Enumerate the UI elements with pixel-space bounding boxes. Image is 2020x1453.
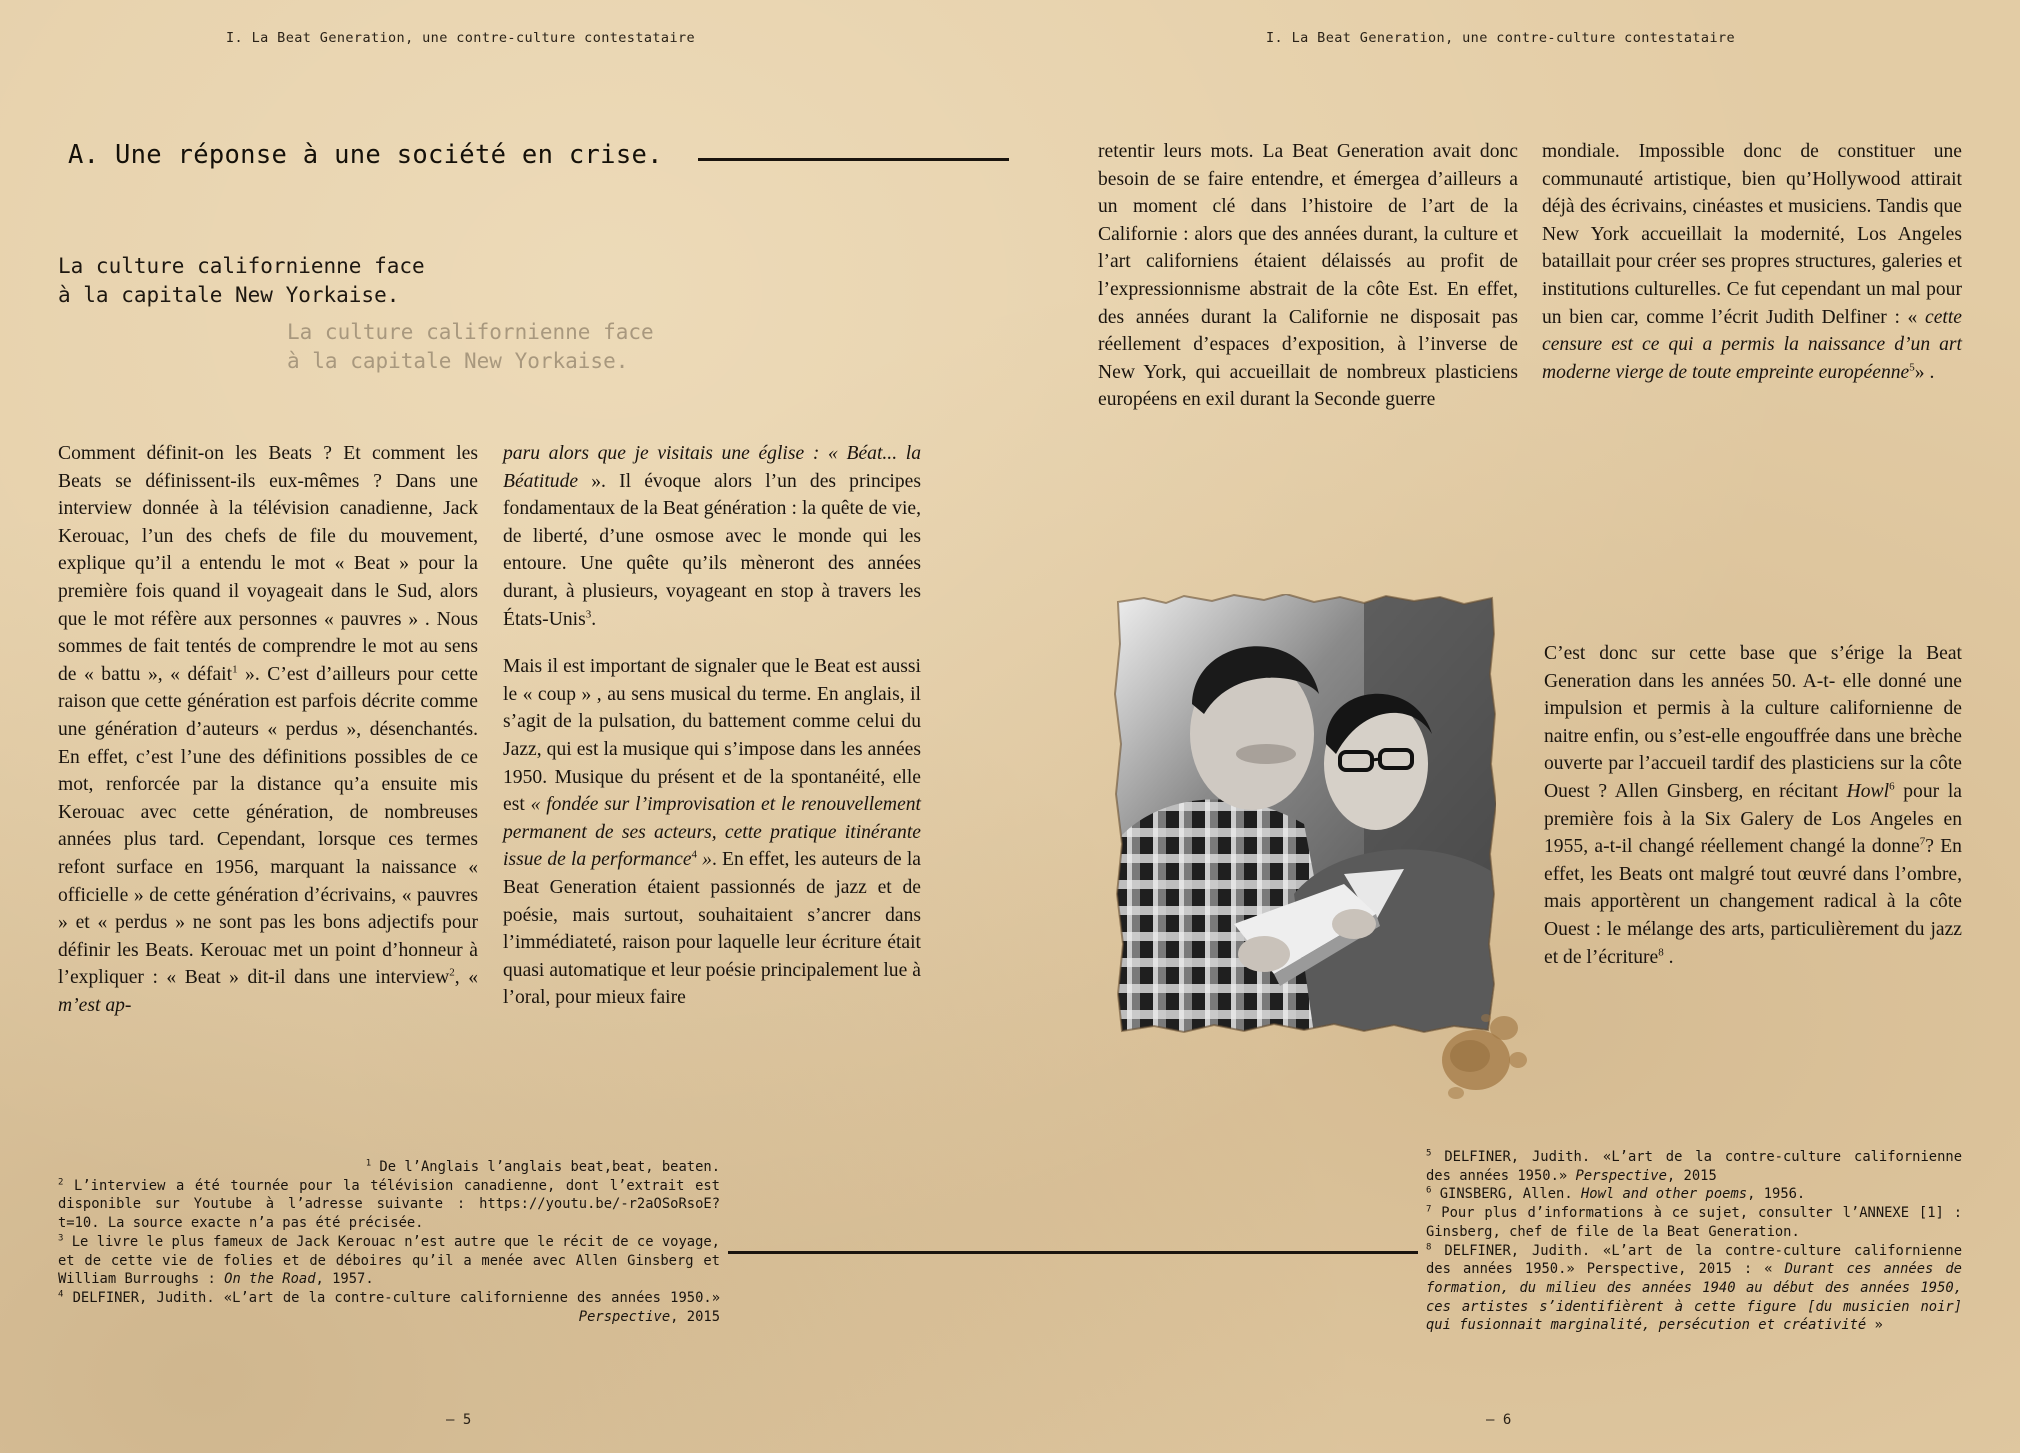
footnote-text: Le livre le plus fameux de Jack Kerouac n’est autre que le récit de ce voyage, et de cette vie de folies et de déboires qu’il a menée avec Allen Ginsberg et William Burroughs : <box>58 1233 720 1288</box>
footnote-3 <box>58 1233 720 1289</box>
footnote-2 <box>58 1177 720 1233</box>
footnote-7 <box>1426 1204 1962 1241</box>
footnote-6 <box>1426 1185 1962 1204</box>
footnote-italic: Perspective <box>1575 1167 1667 1184</box>
footnote-text: DELFINER, Judith. «L’art de la contre-culture californienne des années 1950.» Perspective, 2015 : « <box>1426 1242 1962 1278</box>
body-column-3 <box>1098 138 1518 414</box>
footnote-text: De l’Anglais l’anglais beat,beat, beaten. <box>371 1159 720 1175</box>
text-run: . <box>1663 946 1674 968</box>
footnotes-left <box>58 1158 720 1326</box>
text-run: ». C’est d’ailleurs pour cette raison que cette génération est parfois décrite comme une génération d’auteurs « perdus », désenchantés. En effet, c’est l’une des définitions possibles de ce mot, renforcée par la distance qu’a ensuite mis Kerouac avec cette génération, de nombreuses années plus tard. Cependant, lorsque ces termes refont surface en 1956, marquant la naissance « officielle » de cette génération d’écrivains, « pauvres » et « perdus » ne sont pas les bons adjectifs pour définir les Beats. Kerouac met un point d’honneur à l’expliquer : « Beat » dit-il dans une interview <box>58 663 478 989</box>
footnote-italic: On the Road <box>224 1271 316 1288</box>
text-run: . <box>591 608 597 630</box>
footnote-text: Pour plus d’informations à ce sujet, consulter l’ANNEXE [1] : Ginsberg, chef de file de la Beat Generation. <box>1426 1205 1962 1240</box>
footnote-text: L’interview a été tournée pour la télévision canadienne, dont l’extrait est disponible sur Youtube à l’adresse suivante : https://youtu.be/-r2aOSoRsoE?t=10. La source exacte n’a pas été précisée. <box>58 1177 720 1232</box>
footnote-text: GINSBERG, Allen. <box>1431 1186 1581 1203</box>
footnote-text: » <box>1866 1317 1883 1334</box>
footnote-italic: Perspective <box>578 1308 671 1325</box>
body-column-5 <box>1544 640 1962 971</box>
coffee-stain-decoration <box>1426 998 1546 1108</box>
title-rule <box>698 158 1009 161</box>
footnote-text: , 2015 <box>670 1308 720 1325</box>
text-run: ? En effet, les Beats ont malgré tout œuvré dans l’ombre, mais apportèrent un changement radical à la côte Ouest : le mélange des arts, particulièrement du jazz et de l’écriture <box>1544 836 1962 968</box>
footnote-italic: Durant ces années de formation, du milieu des années 1940 au début des années 1950, ces artistes s’identifièrent à cette figure [du musicien noir] qui fusionnait marginalité, persécution et créativité <box>1426 1261 1962 1334</box>
page-number-left: — 5 <box>446 1412 472 1428</box>
text-run: ». Il évoque alors l’un des principes fondamentaux de la Beat génération : la quête de vie, de liberté, d’une osmose avec le monde qui les entoure. Une quête qu’ils mèneront des années durant, à plusieurs, voyageant en stop à travers les États-Unis <box>503 470 921 630</box>
italic-quote: m’est ap- <box>58 994 132 1016</box>
footnote-rule <box>728 1251 1418 1254</box>
text-run: mondiale. Impossible donc de constituer une communauté artistique, bien qu’Hollywood attirait déjà des écrivains, cinéastes et musiciens. Tandis que New York accueillait la modernité, Los Angeles bataillait pour créer ses propres structures, galeries et institutions culturelles. Ce fut cependant un mal pour un bien car, comme l’écrit Judith Delfiner : « <box>1542 141 1962 328</box>
page-number-right: — 6 <box>1486 1412 1512 1428</box>
paragraph <box>58 440 478 1019</box>
footnote-text: DELFINER, Judith. «L’art de la contre-culture californienne des années 1950.» <box>63 1289 720 1306</box>
footnote-5 <box>1426 1148 1962 1185</box>
footnotes-right <box>1426 1148 1962 1335</box>
footnote-ref: 5 <box>1909 361 1915 374</box>
footnote-ref: 2 <box>449 966 455 979</box>
paragraph <box>503 653 921 1012</box>
paragraph <box>1542 138 1962 386</box>
footnote-ref: 1 <box>232 663 238 676</box>
italic-quote: paru alors que je visitais une église : « Béat... la Béatitude <box>503 443 921 492</box>
text-run: Comment définit-on les Beats ? Et comment les Beats se définissent-ils eux-mêmes ? Dans une interview donnée à la télévision canadienne, Jack Kerouac, l’un des chefs de file du mouvement, explique qu’il a entendu le mot « Beat » pour la première fois quand il voyageait dans le Sud, alors que le mot réfère aux personnes « pauvres » . Nous sommes de fait tentés de comprendre le mot au sens de « battu », « défait <box>58 443 478 685</box>
italic-title: Howl <box>1846 780 1890 802</box>
text-run: pour la première fois à la Six Galery de Los Angeles en 1955, a-t-il changé réellement changé la donne <box>1544 780 1962 858</box>
body-column-1 <box>58 440 478 1019</box>
body-column-4 <box>1542 138 1962 386</box>
footnote-1 <box>58 1158 720 1177</box>
footnote-text: , 1956. <box>1747 1186 1806 1203</box>
subtitle: La culture californienne face à la capitale New Yorkaise. <box>58 254 425 307</box>
photo-illustration <box>1114 594 1496 1034</box>
footnote-text: DELFINER, Judith. «L’art de la contre-culture californienne des années 1950.» <box>1426 1149 1962 1184</box>
footnote-italic: Howl and other poems <box>1580 1186 1748 1203</box>
footnote-text: , 2015 <box>1666 1167 1717 1184</box>
footnote-4 <box>58 1289 720 1326</box>
text-run: » . <box>1914 361 1935 383</box>
text-run: . En effet, les auteurs de la Beat Generation étaient passionnés de jazz et de poésie, mais surtout, souhaitaient s’ancrer dans l’immédiateté, raison pour laquelle leur écriture était quasi automatique et leur poésie principalement lue à l’oral, pour mieux faire <box>503 849 921 1009</box>
paragraph <box>1544 640 1962 971</box>
text-run: , « <box>454 967 479 989</box>
italic-quote: « fondée sur l’improvisation et le renouvellement permanent de ses acteurs, cette pratique itinérante issue de la performance <box>503 794 922 871</box>
text-run: C’est donc sur cette base que s’érige la Beat Generation dans les années 50. A-t- elle donné une impulsion et permis à la culture californienne de naitre enfin, ou s’est-elle engouffrée dans une brèche ouverte par l’accueil tardif des plasticiens sur la côte Ouest ? Allen Ginsberg, en récitant <box>1544 643 1962 802</box>
photo-kerouac-ginsberg <box>1114 594 1496 1034</box>
footnote-8 <box>1426 1242 1962 1336</box>
footnote-number: 5 <box>1426 1148 1432 1159</box>
text-run: Mais il est important de signaler que le Beat est aussi le « coup » , au sens musical du terme. En anglais, il s’agit de la pulsation, du battement comme celui du Jazz, qui est la musique qui s’impose dans les années 1950. Musique du présent et de la spontanéité, elle est <box>503 656 921 816</box>
footnote-text: , 1957. <box>315 1271 374 1288</box>
paragraph: retentir leurs mots. La Beat Generation avait donc besoin de se faire entendre, et émergea d’ailleurs a un moment clé dans l’histoire de l’art de la Californie : alors que des années durant, la culture et l’art californiens étaient délaissés au profit de l’expressionnisme abstrait de la côte Est. En effet, des années durant la Californie ne disposait pas réellement d’espaces d’exposition, à l’inverse de New York, qui accueillait de nombreux plasticiens européens en exil durant la Seconde guerre <box>1098 141 1518 411</box>
footnote-ref: 6 <box>1889 780 1895 793</box>
footnote-number: 3 <box>58 1233 64 1244</box>
footnote-number: 7 <box>1426 1204 1432 1215</box>
footnote-number: 2 <box>58 1177 64 1188</box>
footnote-ref: 7 <box>1919 835 1926 848</box>
footnote-number: 8 <box>1426 1241 1432 1252</box>
footnote-ref: 8 <box>1658 946 1664 958</box>
paragraph <box>503 440 921 633</box>
running-header-right: I. La Beat Generation, une contre-culture contestataire <box>1266 30 1736 46</box>
italic-quote: cette censure est ce qui a permis la naissance d’un art moderne vierge de toute empreinte européenne <box>1542 306 1962 383</box>
section-title: A. Une réponse à une société en crise. <box>68 140 663 170</box>
footnote-ref: 4 <box>691 848 698 861</box>
body-column-2 <box>503 440 921 1012</box>
footnote-number: 1 <box>365 1158 372 1169</box>
footnote-ref: 3 <box>585 608 592 621</box>
footnote-number: 6 <box>1426 1185 1432 1196</box>
footnote-number: 4 <box>58 1289 64 1300</box>
running-header-left: I. La Beat Generation, une contre-culture contestataire <box>226 30 696 46</box>
subtitle-ghost: La culture californienne face à la capitale New Yorkaise. <box>287 320 654 373</box>
italic-quote: » <box>697 849 712 871</box>
